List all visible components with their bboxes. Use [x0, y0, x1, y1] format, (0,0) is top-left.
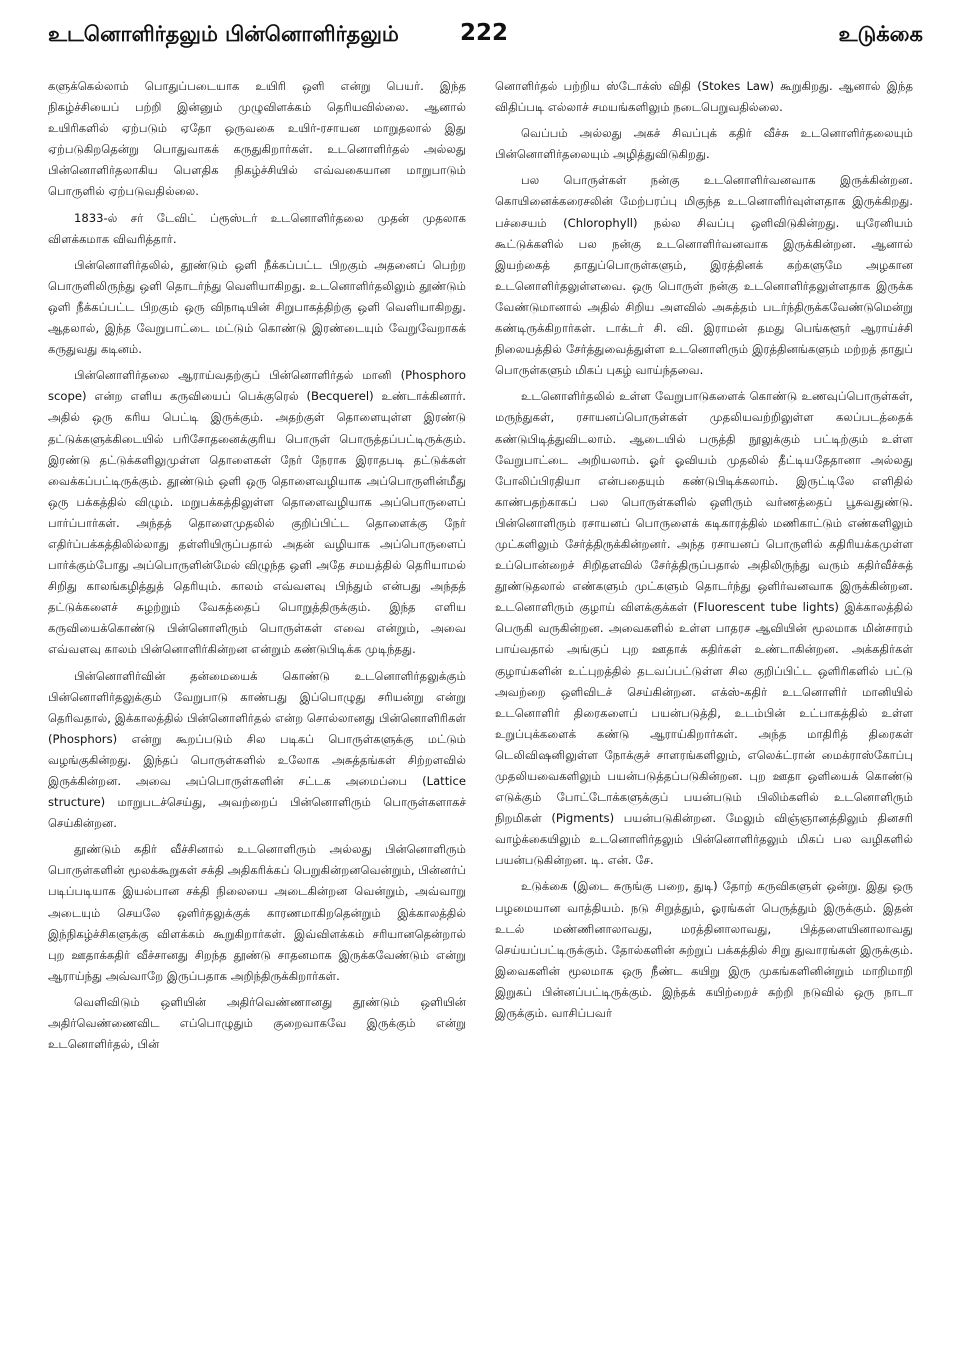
paragraph: பின்னொளிர்தலில், தூண்டும் ஒளி நீக்கப்பட்ட பிறகும் அதனைப் பெற்ற பொருளிலிருந்து ஒளி தொடர்ந்து வெளியாகிறது. உடனொளிர்தலிலும் தூண்டும் ஒளி நீக்கப்பட்ட பிறகும் ஒரு விநாடியின் சிறுபாகத்திற்கு ஒளி வெளியாகிறது. ஆதலால், இந்த வேறுபாட்டை மட்டும் கொண்டு இரண்டையும் வேறுவேறாகக் கருதுவது கடினம்.	[48, 257, 466, 357]
running-head-right: உடுக்கை	[838, 22, 923, 46]
paragraph: வெளிவிடும் ஒளியின் அதிர்வெண்ணானது தூண்டும் ஒளியின் அதிர்வெண்ணைவிட எப்பொழுதும் குறைவாகவே இருக்கும் என்று உடனொளிர்தல், பின்	[48, 994, 466, 1052]
paragraph: களுக்கெல்லாம் பொதுப்படையாக உயிரி ஒளி என்று பெயர். இந்த நிகழ்ச்சியைப் பற்றி இன்னும் முழுவிளக்கம் தெரியவில்லை. ஆனால் உயிரிகளில் ஏற்படும் ஏதோ ஒருவகை உயிர்-ரசாயன மாறுதலால் இது ஏற்படுகிறதென்று பொதுவாகக் கருதுகிறார்கள். உடனொளிர்தல் அல்லது பின்னொளிர்தலாகிய பௌதிக நிகழ்ச்சியில் எவ்வகையான மாறுபாடும் பொருளில் ஏற்படுவதில்லை.	[48, 79, 466, 199]
paragraph: பல பொருள்கள் நன்கு உடனொளிர்வனவாக இருக்கின்றன. கொயினைக்கரைசலின் மேற்பரப்பு மிகுந்த உடனொளிர்வுள்ளதாக இருக்கிறது. பச்சையம் (Chlorophyll) நல்ல சிவப்பு ஒளிவிடுகின்றது. யுரேனியம் கூட்டுக்களில் பல நன்கு உடனொளிர்வனவாக இருக்கின்றன. ஆனால் இயற்கைத் தாதுப்பொருள்களும், இரத்தினக் கற்களுமே அழகான உடனொளிர்தலுள்ளவை. ஒரு பொருள் நன்கு உடனொளிர்தலுள்ளதாக இருக்க வேண்டுமானால் அதில் சிறிய அளவில் அசுத்தம் படர்ந்திருக்கவேண்டுமென்று கண்டிருக்கிறார்கள். டாக்டர் சி. வி. இராமன் தமது பெங்களூர் ஆராய்ச்சி நிலையத்தில் சேர்த்துவைத்துள்ள உடனொளிரும் இரத்தினங்களும் மற்றத் தாதுப் பொருள்களும் மிகப் புகழ் வாய்ந்தவை.	[495, 173, 913, 378]
paragraph: னொளிர்தல் பற்றிய ஸ்டோக்ஸ் விதி (Stokes Law) கூறுகிறது. ஆனால் இந்த விதிப்படி எல்லாச் சமயங்களிலும் நடைபெறுவதில்லை.	[495, 79, 913, 115]
right-column	[495, 76, 913, 1346]
paragraph: 1833-ல் சர் டேவிட் ப்ரூஸ்டர் உடனொளிர்தலை முதன் முதலாக விளக்கமாக விவரித்தார்.	[48, 210, 466, 246]
paragraph: தூண்டும் கதிர் வீச்சினால் உடனொளிரும் அல்லது பின்னொளிரும் பொருள்களின் மூலக்கூறுகள் சக்தி அதிகரிக்கப் பெறுகின்றனவென்றும், பின்னர்ப் படிப்படியாக இயல்பான சக்தி நிலையை அடைகின்றன வென்றும், அவ்வாறு அடையும் செயலே ஒளிர்தலுக்குக் காரணமாகிறதென்றும் இக்காலத்தில் இந்நிகழ்ச்சிகளுக்கு விளக்கம் கூறுகிறார்கள். இவ்விளக்கம் சரியானதென்றால் புற ஊதாக்கதிர் வீச்சானது சிறந்த தூண்டு சாதனமாக இருக்கவேண்டும் என்று ஆராய்ந்து அவ்வாறே இருப்பதாக அறிந்திருக்கிறார்கள்.	[48, 842, 466, 983]
running-head-left: உடனொளிர்தலும் பின்னொளிர்தலும்	[48, 22, 399, 46]
paragraph: பின்னொளிர்வின் தன்மையைக் கொண்டு உடனொளிர்தலுக்கும் பின்னொளிர்தலுக்கும் வேறுபாடு காண்பது இப்பொழுது சரியன்று என்று தெரிவதால், இக்காலத்தில் பின்னொளிர்தல் என்ற சொல்லானது பின்னொளிரிகள் (Phosphors) என்று கூறப்படும் சில படிகப் பொருள்களுக்கு மட்டும் வழங்குகின்றது. இந்தப் பொருள்களில் உலோக அசுத்தங்கள் சிற்றளவில் இருக்கின்றன. அவை அப்பொருள்களின் சட்டக அமைப்பை (Lattice structure) மாறுபடச்செய்து, அவற்றைப் பின்னொளிரும் பொருள்களாகச் செய்கின்றன.	[48, 668, 466, 831]
left-column	[48, 76, 466, 1346]
encyclopedia-entry-udukkai: உடுக்கை (இடை சுருங்கு பறை, துடி) தோற் கருவிகளுள் ஒன்று. இது ஒரு பழமையான வாத்தியம். நடு சிறுத்தும், ஓரங்கள் பெருத்தும் இருக்கும். இதன் உடல் மண்ணினாலாவது, மரத்தினாலாவது, பித்தளையினாலாவது செய்யப்பட்டிருக்கும். தோல்களின் சுற்றுப் பக்கத்தில் சிறு துவாரங்கள் இருக்கும். இவைகளின் மூலமாக ஒரு நீண்ட கயிறு இரு முகங்களினின்றும் மாறிமாறி இறுகப் பின்னப்பட்டிருக்கும். இந்தக் கயிற்றைச் சுற்றி நடுவில் ஒரு நாடா இருக்கும். வாசிப்பவர்	[495, 879, 913, 1021]
paragraph: உடனொளிர்தலில் உள்ள வேறுபாடுகளைக் கொண்டு உணவுப்பொருள்கள், மருந்துகள், ரசாயனப்பொருள்கள் முதலியவற்றிலுள்ள கலப்படத்தைக் கண்டுபிடித்துவிடலாம். ஆடையில் பருத்தி நூலுக்கும் பட்டிற்கும் உள்ள வேறுபாட்டை அறியலாம். ஓர் ஓவியம் முதலில் தீட்டியதேதானா அல்லது போலிப்பிரதியா என்பதையும் கண்டுபிடிக்கலாம். இருட்டிலே எளிதில் காண்பதற்காகப் பல பொருள்களில் ஒளிரும் வர்ணத்தைப் பூசுவதுண்டு. பின்னொளிரும் ரசாயனப் பொருளைக் கடிகாரத்தில் மணிகாட்டும் எண்களிலும் முட்களிலும் சேர்த்திருக்கின்றனர். அந்த ரசாயனப் பொருளில் கதிரியக்கமுள்ள உப்பொன்றைச் சிறிதளவில் சேர்த்திருப்பதால் அதிலிருந்து வரும் கதிர்வீச்சுத் தூண்டுதலால் எண்களும் முட்களும் தொடர்ந்து ஒளிர்வனவாக இருக்கின்றன. உடனொளிரும் குழாய் விளக்குக்கள் (Fluorescent tube lights) இக்காலத்தில் பெருகி வருகின்றன. அவைகளில் உள்ள பாதரச ஆவியின் மூலமாக மின்சாரம் பாய்வதால் அங்குப் புற ஊதாக் கதிர்கள் உண்டாகின்றன. அக்கதிர்கள் குழாய்களின் உட்புறத்தில் தடவப்பட்டுள்ள சில குறிப்பிட்ட ஒளிரிகளில் பட்டு அவற்றை ஒளிவிடச் செய்கின்றன. எக்ஸ்-கதிர் உடனொளிர் மானியில் உடனொளிர் திரைகளைப் பயன்படுத்தி, உடம்பின் உட்பாகத்தில் உள்ள உறுப்புக்களைக் கண்டு ஆராய்கிறார்கள். அந்த மாதிரித் திரைகள் டெலிவிஷனிலுள்ள நோக்குச் சாளரங்களிலும், எலெக்ட்ரான் மைக்ராஸ்கோப்பு முதலியவைகளிலும் பயன்படுத்தப்படுகின்றன. புற ஊதா ஒளியைக் கொண்டு எடுக்கும் போட்டோக்களுக்குப் பயன்படும் பிலிம்களில் உடனொளிரும் நிறமிகள் (Pigments) பயன்படுகின்றன. மேலும் விஞ்ஞானத்திலும் தினசரி வாழ்க்கையிலும் உடனொளிர்தலும் பின்னொளிர்தலும் மிகப் பல வழிகளில் பயன்படுகின்றன. டி. என். சே.	[495, 389, 913, 868]
running-header	[48, 22, 923, 56]
paragraph: பின்னொளிர்தலை ஆராய்வதற்குப் பின்னொளிர்தல் மானி (Phosphoro scope) என்ற எளிய கருவியைப் பெக்குரெல் (Becquerel) உண்டாக்கினார். அதில் ஒரு கரிய பெட்டி இருக்கும். அதற்குள் தொளையுள்ள இரண்டு தட்டுக்களுக்கிடையில் பரிசோதனைக்குரிய பொருள் பொருத்தப்பட்டிருக்கும். இரண்டு தட்டுக்களிலுமுள்ள தொளைகள் நேர் நேராக இராதபடி தட்டுக்கள் வைக்கப்பட்டிருக்கும். தூண்டும் ஒளி ஒரு தொளைவழியாக அப்பொருளின்மீது ஒரு பக்கத்தில் விழும். மறுபக்கத்திலுள்ள தொளைவழியாக அப்பொருளைப் பார்ப்பார்கள். அந்தத் தொளைமுதலில் குறிப்பிட்ட தொளைக்கு நேர் எதிர்ப்பக்கத்திலில்லாது தள்ளியிருப்பதால் அதன் வழியாக அப்பொருளைப் பார்க்கும்போது அப்பொருளின்மேல் விழுந்த ஒளி அதே சமயத்தில் தெரியாமல் சிறிது காலங்கழித்துத் தெரியும். காலம் எவ்வளவு பிந்தும் என்பது அந்தத் தட்டுக்களைச் சுழற்றும் வேகத்தைப் பொறுத்திருக்கும். இந்த எளிய கருவியைக்கொண்டு பின்னொளிரும் பொருள்கள் எவை என்றும், அவை எவ்வளவு காலம் பின்னொளிர்கின்றன என்றும் கண்டுபிடிக்க முடிந்தது.	[48, 368, 466, 657]
page-number: 222	[460, 20, 509, 46]
paragraph: வெப்பம் அல்லது அகச் சிவப்புக் கதிர் வீச்சு உடனொளிர்தலையும் பின்னொளிர்தலையும் அழித்துவிடுகிறது.	[495, 126, 913, 162]
